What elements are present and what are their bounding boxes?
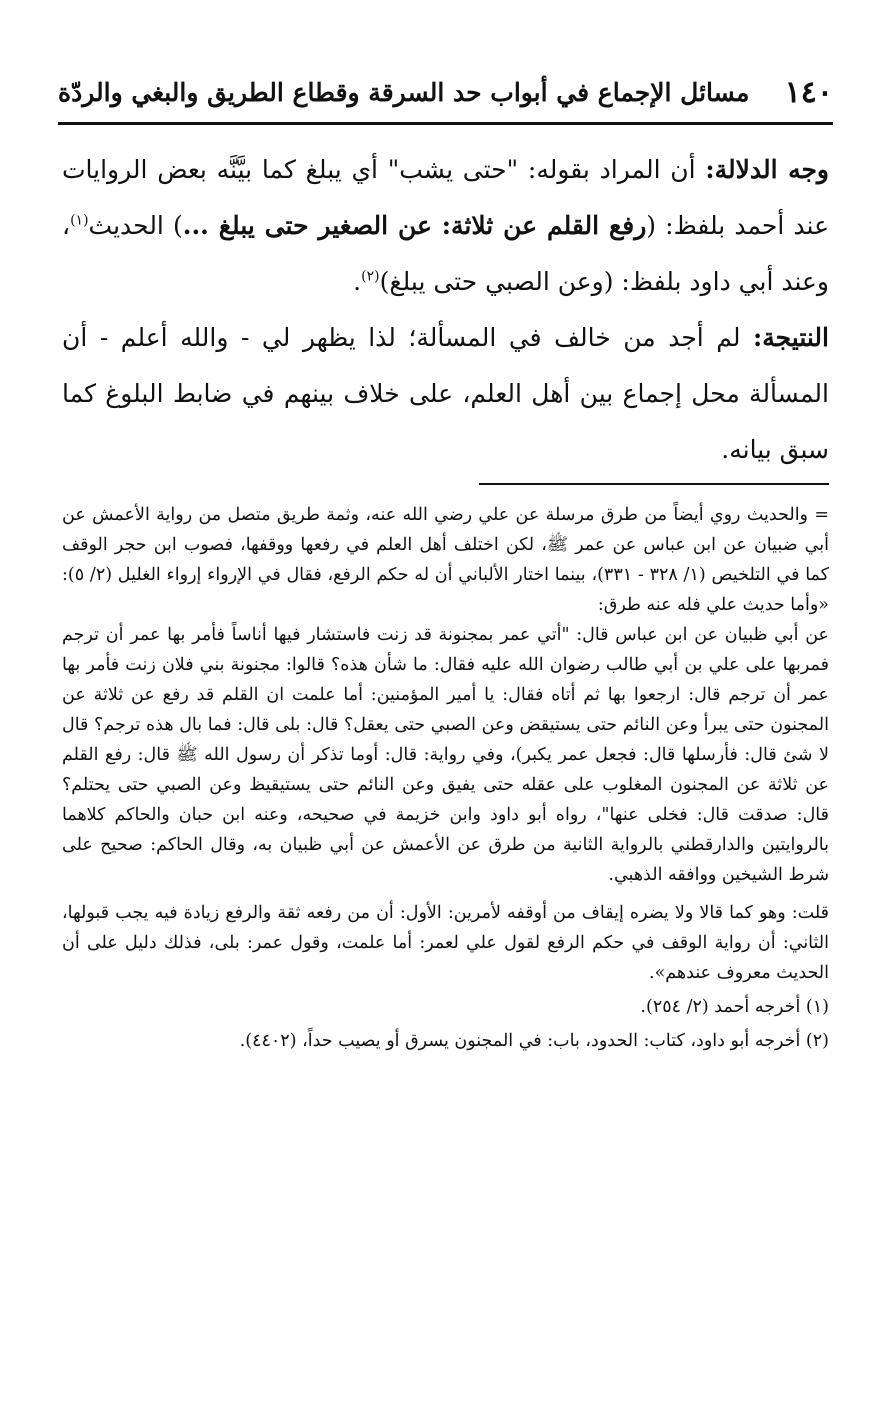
paragraph-result (62, 310, 829, 478)
evidence-text-d: ، وعند أبي داود بلفظ: (وعن الصبي حتى يبلغ) (62, 211, 829, 296)
main-text (62, 142, 829, 478)
footnote-1: (١) أخرجه أحمد (٢/ ٢٥٤). (640, 997, 829, 1017)
footnote-quote: عن أبي ظبيان عن ابن عباس قال: "أتي عمر بمجنونة قد زنت فاستشار فيها أناساً فأمر بها عمر أن ترجم فمربها على علي بن أبي طالب رضوان الله عليه فقال: ما شأن هذه؟ قالوا: مجنونة بني فلان زنت فأمر بها عمر أن ترجم قال: ارجعوا بها ثم أتاه فقال: يا أمير المؤمنين: أما علمت ان القلم قد رفع عن ثلاثة عن المجنون حتى يبرأ وعن النائم حتى يستيقض وعن الصبي حتى يعقل؟ قال: بلى قال: فما بال هذه ترجم؟ قال لا شئ قال: فأرسلها قال: فجعل عمر يكبر)، وفي رواية: قال: أوما تذكر أن رسول الله ﷺ قال: رفع القلم عن ثلاثة عن المجنون المغلوب على عقله حتى يفيق وعن النائم حتى يستيقيظ وعن الصبي حتى يحتلم؟ قال: صدقت قال: فخلى عنها"، رواه أبو داود وابن خزيمة في صحيحه، وعنه ابن حبان والحاكم كلاهما بالروايتين والدارقطني بالرواية الثانية من طرق عن الأعمش عن أبي ظبيان به، وقال الحاكم: صحيح على شرط الشيخين ووافقه الذهبي. (62, 625, 829, 885)
hadith-quote: رفع القلم عن ثلاثة: عن الصغير حتى يبلغ ... (182, 211, 647, 240)
result-text: لم أجد من خالف في المسألة؛ لذا يظهر لي - والله أعلم - أن المسألة محل إجماع بين أهل العلم، على خلاف بينهم في ضابط البلوغ كما سبق بيانه. (62, 323, 829, 464)
footnote-comment: قلت: وهو كما قالا ولا يضره إيقاف من أوقفه لأمرين: الأول: أن من رفعه ثقة والرفع زيادة فيه يجب قبولها، الثاني: أن رواية الوقف في حكم الرفع لقول علي لعمر: أما علمت، وقول عمر: بلى، فذلك دليل على أن الحديث معروف عندهم». (62, 903, 829, 983)
footnote-marker-1: (١) (70, 212, 89, 229)
page-header (58, 70, 833, 114)
footnote-continued: = والحديث روي أيضاً من طرق مرسلة عن علي رضي الله عنه، وثمة طريق متصل من رواية الأعمش عن أبي ضبيان عن ابن عباس عن عمر ﷺ، لكن اختلف أهل العلم في رفعها ووقفها، فصوب ابن حجر الوقف كما في التلخيص (١/ ٣٢٨ - ٣٣١)، بينما اختار الألباني أن له حكم الرفع، فقال في الإرواء إرواء الغليل (٢/ ٥): «وأما حديث علي فله عنه طرق: (62, 505, 829, 615)
evidence-text-c: ) الحديث (88, 211, 183, 240)
footnotes (62, 500, 829, 1056)
evidence-text-e: . (353, 267, 362, 296)
evidence-heading: وجه الدلالة: (705, 155, 830, 184)
running-title: مسائل الإجماع في أبواب حد السرقة وقطاع الطريق والبغي والردّة (58, 77, 750, 107)
header-rule (58, 122, 833, 125)
page-number: ١٤٠ (784, 74, 833, 110)
footnote-2: (٢) أخرجه أبو داود، كتاب: الحدود، باب: في المجنون يسرق أو يصيب حداً، (٤٤٠٢). (239, 1031, 829, 1051)
paragraph-evidence (62, 142, 829, 310)
footnote-separator (479, 483, 829, 485)
result-heading: النتيجة: (753, 323, 829, 352)
evidence-text-a: أن المراد بقوله: "حتى يشب" أي يبلغ كما بيَّنَّه بعض الروايات عند أحمد بلفظ: ( (62, 155, 830, 240)
footnote-marker-2: (٢) (361, 268, 380, 285)
